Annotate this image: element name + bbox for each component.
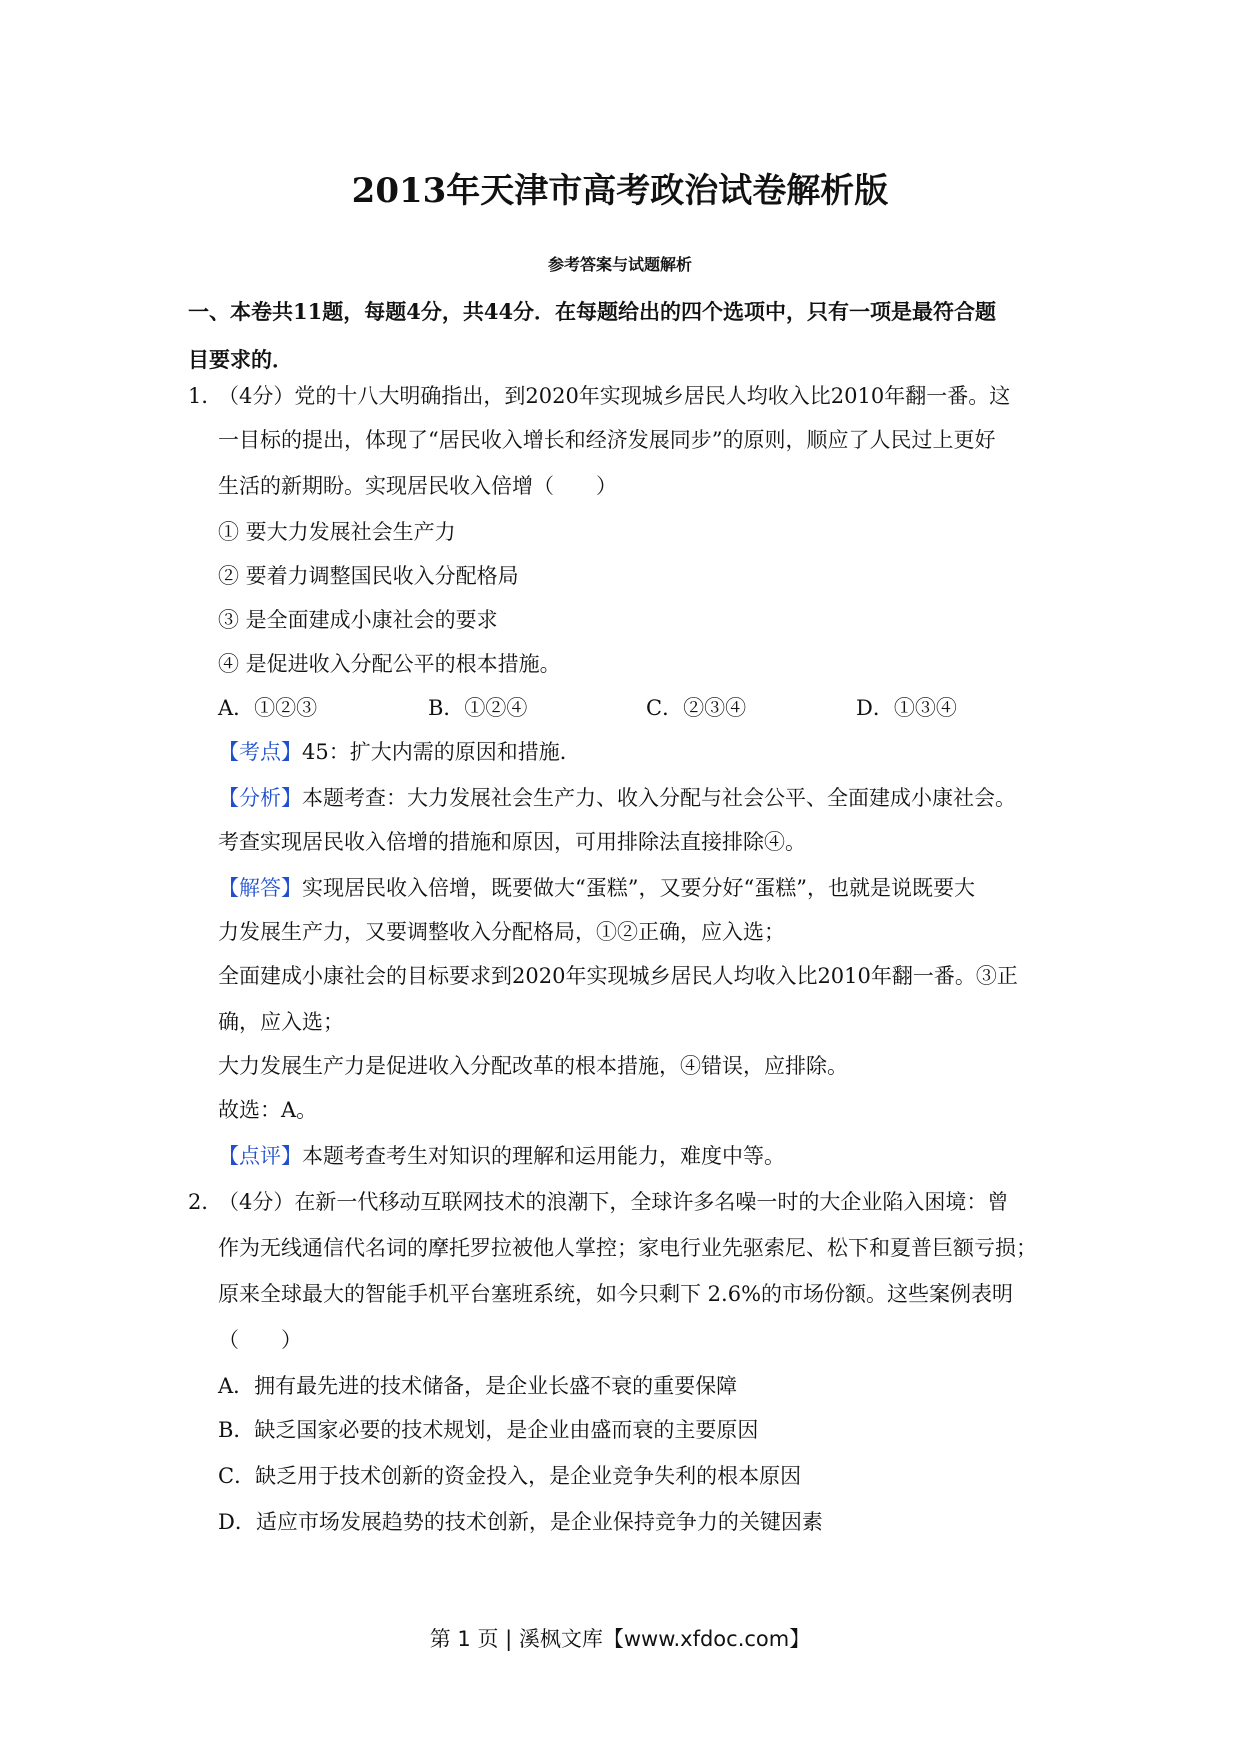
dianping-text: 本题考查考生对知识的理解和运用能力，难度中等。 (302, 1144, 785, 1168)
question-text-line: （ ） (218, 1328, 302, 1352)
kaodian-tag: 【考点】 (218, 740, 302, 764)
dianping-line (218, 1134, 1068, 1178)
question-text-line: （4分）在新一代移动互联网技术的浪潮下，全球许多名噪一时的大企业陷入困境：曾 (218, 1190, 1009, 1214)
question-number: 2． (188, 1190, 223, 1214)
answer-option-b: B．缺乏国家必要的技术规划，是企业由盛而衰的主要原因 (218, 1418, 759, 1442)
statement-item: ① 要大力发展社会生产力 (218, 520, 456, 544)
jieda-text-line: 力发展生产力，又要调整收入分配格局，①②正确，应入选； (218, 920, 785, 944)
section-heading-line1: 一、本卷共11题，每题4分，共44分．在每题给出的四个选项中，只有一项是最符合题 (188, 299, 997, 324)
answer-option-a: A．拥有最先进的技术储备，是企业长盛不衰的重要保障 (218, 1374, 738, 1398)
statement-item: ② 要着力调整国民收入分配格局 (218, 564, 519, 588)
jieda-line (218, 866, 1068, 910)
answer-option-b: B．①②④ (428, 696, 528, 720)
section-heading-line2: 目要求的． (188, 347, 293, 372)
kaodian-line (218, 730, 1068, 774)
kaodian-text: 45：扩大内需的原因和措施． (302, 740, 581, 764)
answer-option-c: C．缺乏用于技术创新的资金投入，是企业竞争失利的根本原因 (218, 1464, 802, 1488)
jieda-text-line: 全面建成小康社会的目标要求到2020年实现城乡居民人均收入比2010年翻一番。③正 (218, 964, 1018, 988)
question-text-line: 一目标的提出，体现了“居民收入增长和经济发展同步”的原则，顺应了人民过上更好 (218, 428, 996, 452)
question-number: 1． (188, 384, 223, 408)
question-1-header (188, 374, 1068, 418)
fenxi-text-line: 考查实现居民收入倍增的措施和原因，可用排除法直接排除④。 (218, 830, 806, 854)
question-text-line: （4分）党的十八大明确指出，到2020年实现城乡居民人均收入比2010年翻一番。这 (218, 384, 1011, 408)
question-text-line: 作为无线通信代名词的摩托罗拉被他人掌控；家电行业先驱索尼、松下和夏普巨额亏损； (218, 1236, 1037, 1260)
jieda-answer-line: 故选：A。 (218, 1098, 318, 1122)
page-title: 2013年天津市高考政治试卷解析版 (351, 171, 889, 211)
jieda-text-line: 确，应入选； (218, 1010, 344, 1034)
page-subtitle: 参考答案与试题解析 (547, 255, 692, 274)
dianping-tag: 【点评】 (218, 1144, 302, 1168)
fenxi-tag: 【分析】 (218, 786, 302, 810)
answer-option-c: C．②③④ (646, 696, 747, 720)
question-text-line: 原来全球最大的智能手机平台塞班系统，如今只剩下 2.6%的市场份额。这些案例表明 (218, 1282, 1014, 1306)
fenxi-line (218, 776, 1068, 820)
answer-option-d: D．适应市场发展趋势的技术创新，是企业保持竞争力的关键因素 (218, 1510, 823, 1534)
section-heading (188, 288, 1068, 384)
answer-option-a: A．①②③ (218, 696, 318, 720)
question-2-header (188, 1180, 1068, 1224)
answer-option-d: D．①③④ (856, 696, 957, 720)
fenxi-text: 本题考查：大力发展社会生产力、收入分配与社会公平、全面建成小康社会。 (302, 786, 1016, 810)
jieda-text: 实现居民收入倍增，既要做大“蛋糕”，又要分好“蛋糕”，也就是说既要大 (302, 876, 975, 900)
jieda-text-line: 大力发展生产力是促进收入分配改革的根本措施，④错误，应排除。 (218, 1054, 848, 1078)
question-text-line: 生活的新期盼。实现居民收入倍增（ ） (218, 474, 617, 498)
page-footer: 第 1 页 | 溪枫文库【www.xfdoc.com】 (429, 1627, 811, 1651)
statement-item: ③ 是全面建成小康社会的要求 (218, 608, 498, 632)
jieda-tag: 【解答】 (218, 876, 302, 900)
statement-item: ④ 是促进收入分配公平的根本措施。 (218, 652, 561, 676)
